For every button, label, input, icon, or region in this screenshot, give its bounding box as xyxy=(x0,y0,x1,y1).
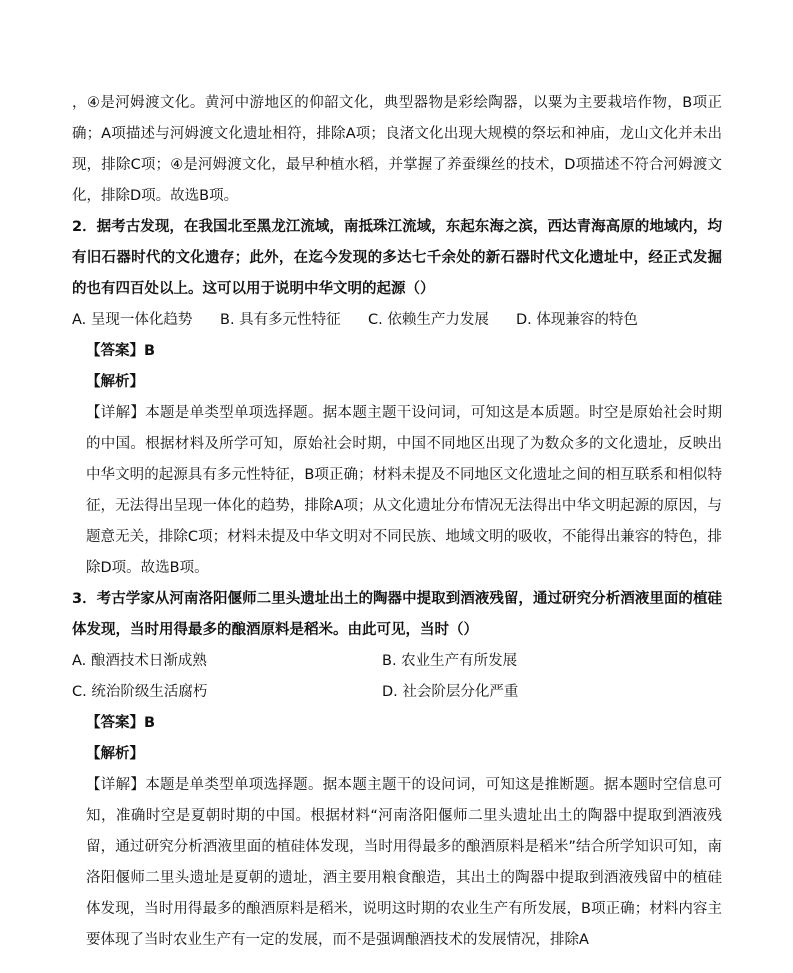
question-3-analysis-label: 【解析】 xyxy=(86,746,144,762)
question-2-option-c: C. 依赖生产力发展 xyxy=(368,312,489,328)
question-2-answer: 【答案】B xyxy=(86,343,156,359)
document-content xyxy=(72,88,722,956)
question-3-option-a: A. 酿酒技术日渐成熟 xyxy=(72,653,207,669)
question-2-analysis-label: 【解析】 xyxy=(86,374,144,390)
question-2-option-d: D. 体现兼容的特色 xyxy=(516,312,638,328)
question-2-stem: 2．据考古发现，在我国北至黑龙江流域，南抵珠江流域，东起东海之滨，西达青海高原的地域内，均有旧石器时代的文化遗存；此外，在迄今发现的多达七千余处的新石器时代文化遗址中，经正式发掘的也有四百处以上。这可以用于说明中华文明的起源（） xyxy=(72,219,722,297)
question-2-option-a: A. 呈现一体化趋势 xyxy=(72,312,193,328)
question-3-options-row-1 xyxy=(72,646,722,677)
question-3-option-d: D. 社会阶层分化严重 xyxy=(382,684,519,700)
question-3-answer: 【答案】B xyxy=(86,715,156,731)
previous-explanation-continuation: ，④是河姆渡文化。黄河中游地区的仰韶文化，典型器物是彩绘陶器，以粟为主要栽培作物，B项正确；A项描述与河姆渡文化遗址相符，排除A项；良渚文化出现大规模的祭坛和神庙，龙山文化并未出现，排除C项；④是河姆渡文化，最早种植水稻，并掌握了养蚕缫丝的技术，D项描述不符合河姆渡文化，排除D项。故选B项。 xyxy=(72,95,722,204)
question-2-option-b: B. 具有多元性特征 xyxy=(220,312,341,328)
question-2-options xyxy=(72,305,722,336)
question-2-detail: 【详解】本题是单类型单项选择题。据本题主题干设问词，可知这是本质题。时空是原始社会时期的中国。根据材料及所学可知，原始社会时期，中国不同地区出现了为数众多的文化遗址，反映出中华文明的起源具有多元性特征，B项正确；材料未提及不同地区文化遗址之间的相互联系和相似特征，无法得出呈现一体化的趋势，排除A项；从文化遗址分布情况无法得出中华文明起源的原因，与题意无关，排除C项；材料未提及中华文明对不同民族、地域文明的吸收，不能得出兼容的特色，排除D项。故选B项。 xyxy=(86,405,722,576)
question-3-option-c: C. 统治阶级生活腐朽 xyxy=(72,684,208,700)
question-3-option-b: B. 农业生产有所发展 xyxy=(382,653,518,669)
question-3-options-row-2 xyxy=(72,677,722,708)
question-3-detail: 【详解】本题是单类型单项选择题。据本题主题干的设问词，可知这是推断题。据本题时空信息可知，准确时空是夏朝时期的中国。根据材料“河南洛阳偃师二里头遗址出土的陶器中提取到酒液残留，通过研究分析酒液里面的植硅体发现，当时用得最多的酿酒原料是稻米”结合所学知识可知，南洛阳偃师二里头遗址是夏朝的遗址，酒主要用粮食酿造，其出土的陶器中提取到酒液残留中的植硅体发现，当时用得最多的酿酒原料是稻米，说明这时期的农业生产有所发展，B项正确；材料内容主要体现了当时农业生产有一定的发展，而不是强调酿酒技术的发展情况，排除A xyxy=(86,777,722,948)
question-3-stem: 3．考古学家从河南洛阳偃师二里头遗址出土的陶器中提取到酒液残留，通过研究分析酒液里面的植硅体发现，当时用得最多的酿酒原料是稻米。由此可见，当时（） xyxy=(72,591,722,638)
